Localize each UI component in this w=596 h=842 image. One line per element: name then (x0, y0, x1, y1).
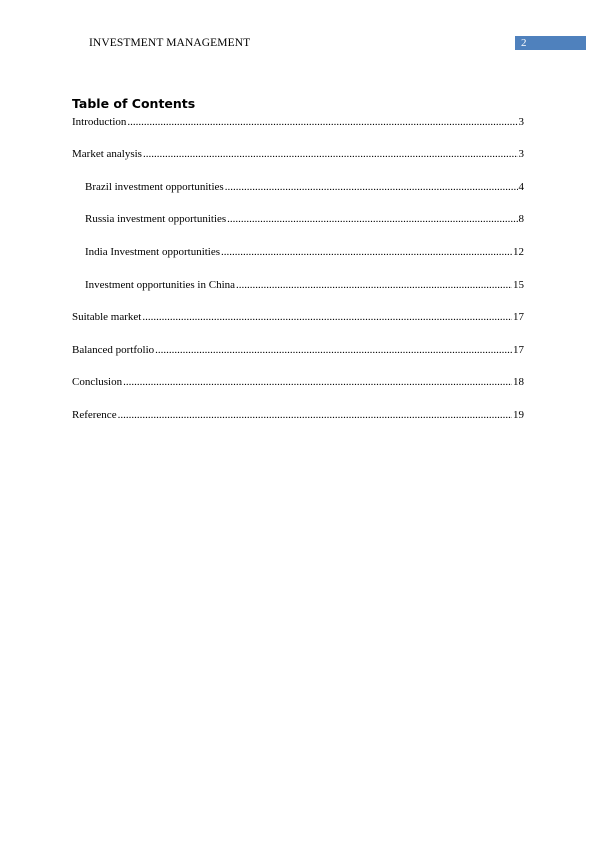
toc-entry-label: Reference (72, 409, 117, 421)
toc-entry-conclusion[interactable] (72, 375, 524, 389)
toc-entry-label: Russia investment opportunities (85, 213, 227, 225)
toc-entry-page: 3 (518, 148, 524, 160)
toc-entry-label: Conclusion (72, 376, 123, 388)
toc-entry-introduction[interactable] (72, 115, 524, 129)
toc-entry-page: 17 (513, 311, 524, 323)
dot-leader (142, 311, 512, 324)
toc-entry-balanced-portfolio[interactable] (72, 343, 524, 357)
toc-entry-brazil[interactable] (85, 180, 524, 194)
toc-entry-china[interactable] (85, 278, 524, 292)
toc-heading: Table of Contents (72, 96, 196, 111)
toc-entry-page: 15 (513, 279, 524, 291)
toc-entry-page: 19 (513, 409, 524, 421)
toc-entry-label: Introduction (72, 116, 127, 128)
toc-entry-russia[interactable] (85, 212, 524, 226)
dot-leader (127, 116, 517, 129)
toc-entry-page: 18 (513, 376, 524, 388)
toc-entry-page: 12 (513, 246, 524, 258)
toc-entry-suitable-market[interactable] (72, 310, 524, 324)
dot-leader (143, 148, 518, 161)
dot-leader (155, 344, 512, 357)
dot-leader (118, 409, 512, 422)
toc-entry-page: 8 (518, 213, 524, 225)
page-number: 2 (521, 37, 527, 49)
toc-entry-reference[interactable] (72, 408, 524, 422)
dot-leader (227, 213, 517, 226)
page-number-badge (515, 36, 586, 50)
toc-entry-page: 17 (513, 344, 524, 356)
toc-entry-label: Brazil investment opportunities (85, 181, 224, 193)
dot-leader (221, 246, 512, 259)
toc-entry-india[interactable] (85, 245, 524, 259)
dot-leader (225, 181, 518, 194)
running-header-title: INVESTMENT MANAGEMENT (89, 37, 251, 49)
toc-entry-market-analysis[interactable] (72, 147, 524, 161)
toc-entry-label: Market analysis (72, 148, 142, 160)
toc-entry-page: 4 (518, 181, 524, 193)
toc-entry-label: Balanced portfolio (72, 344, 155, 356)
toc-entry-label: India Investment opportunities (85, 246, 221, 258)
dot-leader (123, 376, 512, 389)
toc-entry-page: 3 (518, 116, 524, 128)
toc-entry-label: Investment opportunities in China (85, 279, 236, 291)
toc-entry-label: Suitable market (72, 311, 142, 323)
dot-leader (236, 279, 512, 292)
